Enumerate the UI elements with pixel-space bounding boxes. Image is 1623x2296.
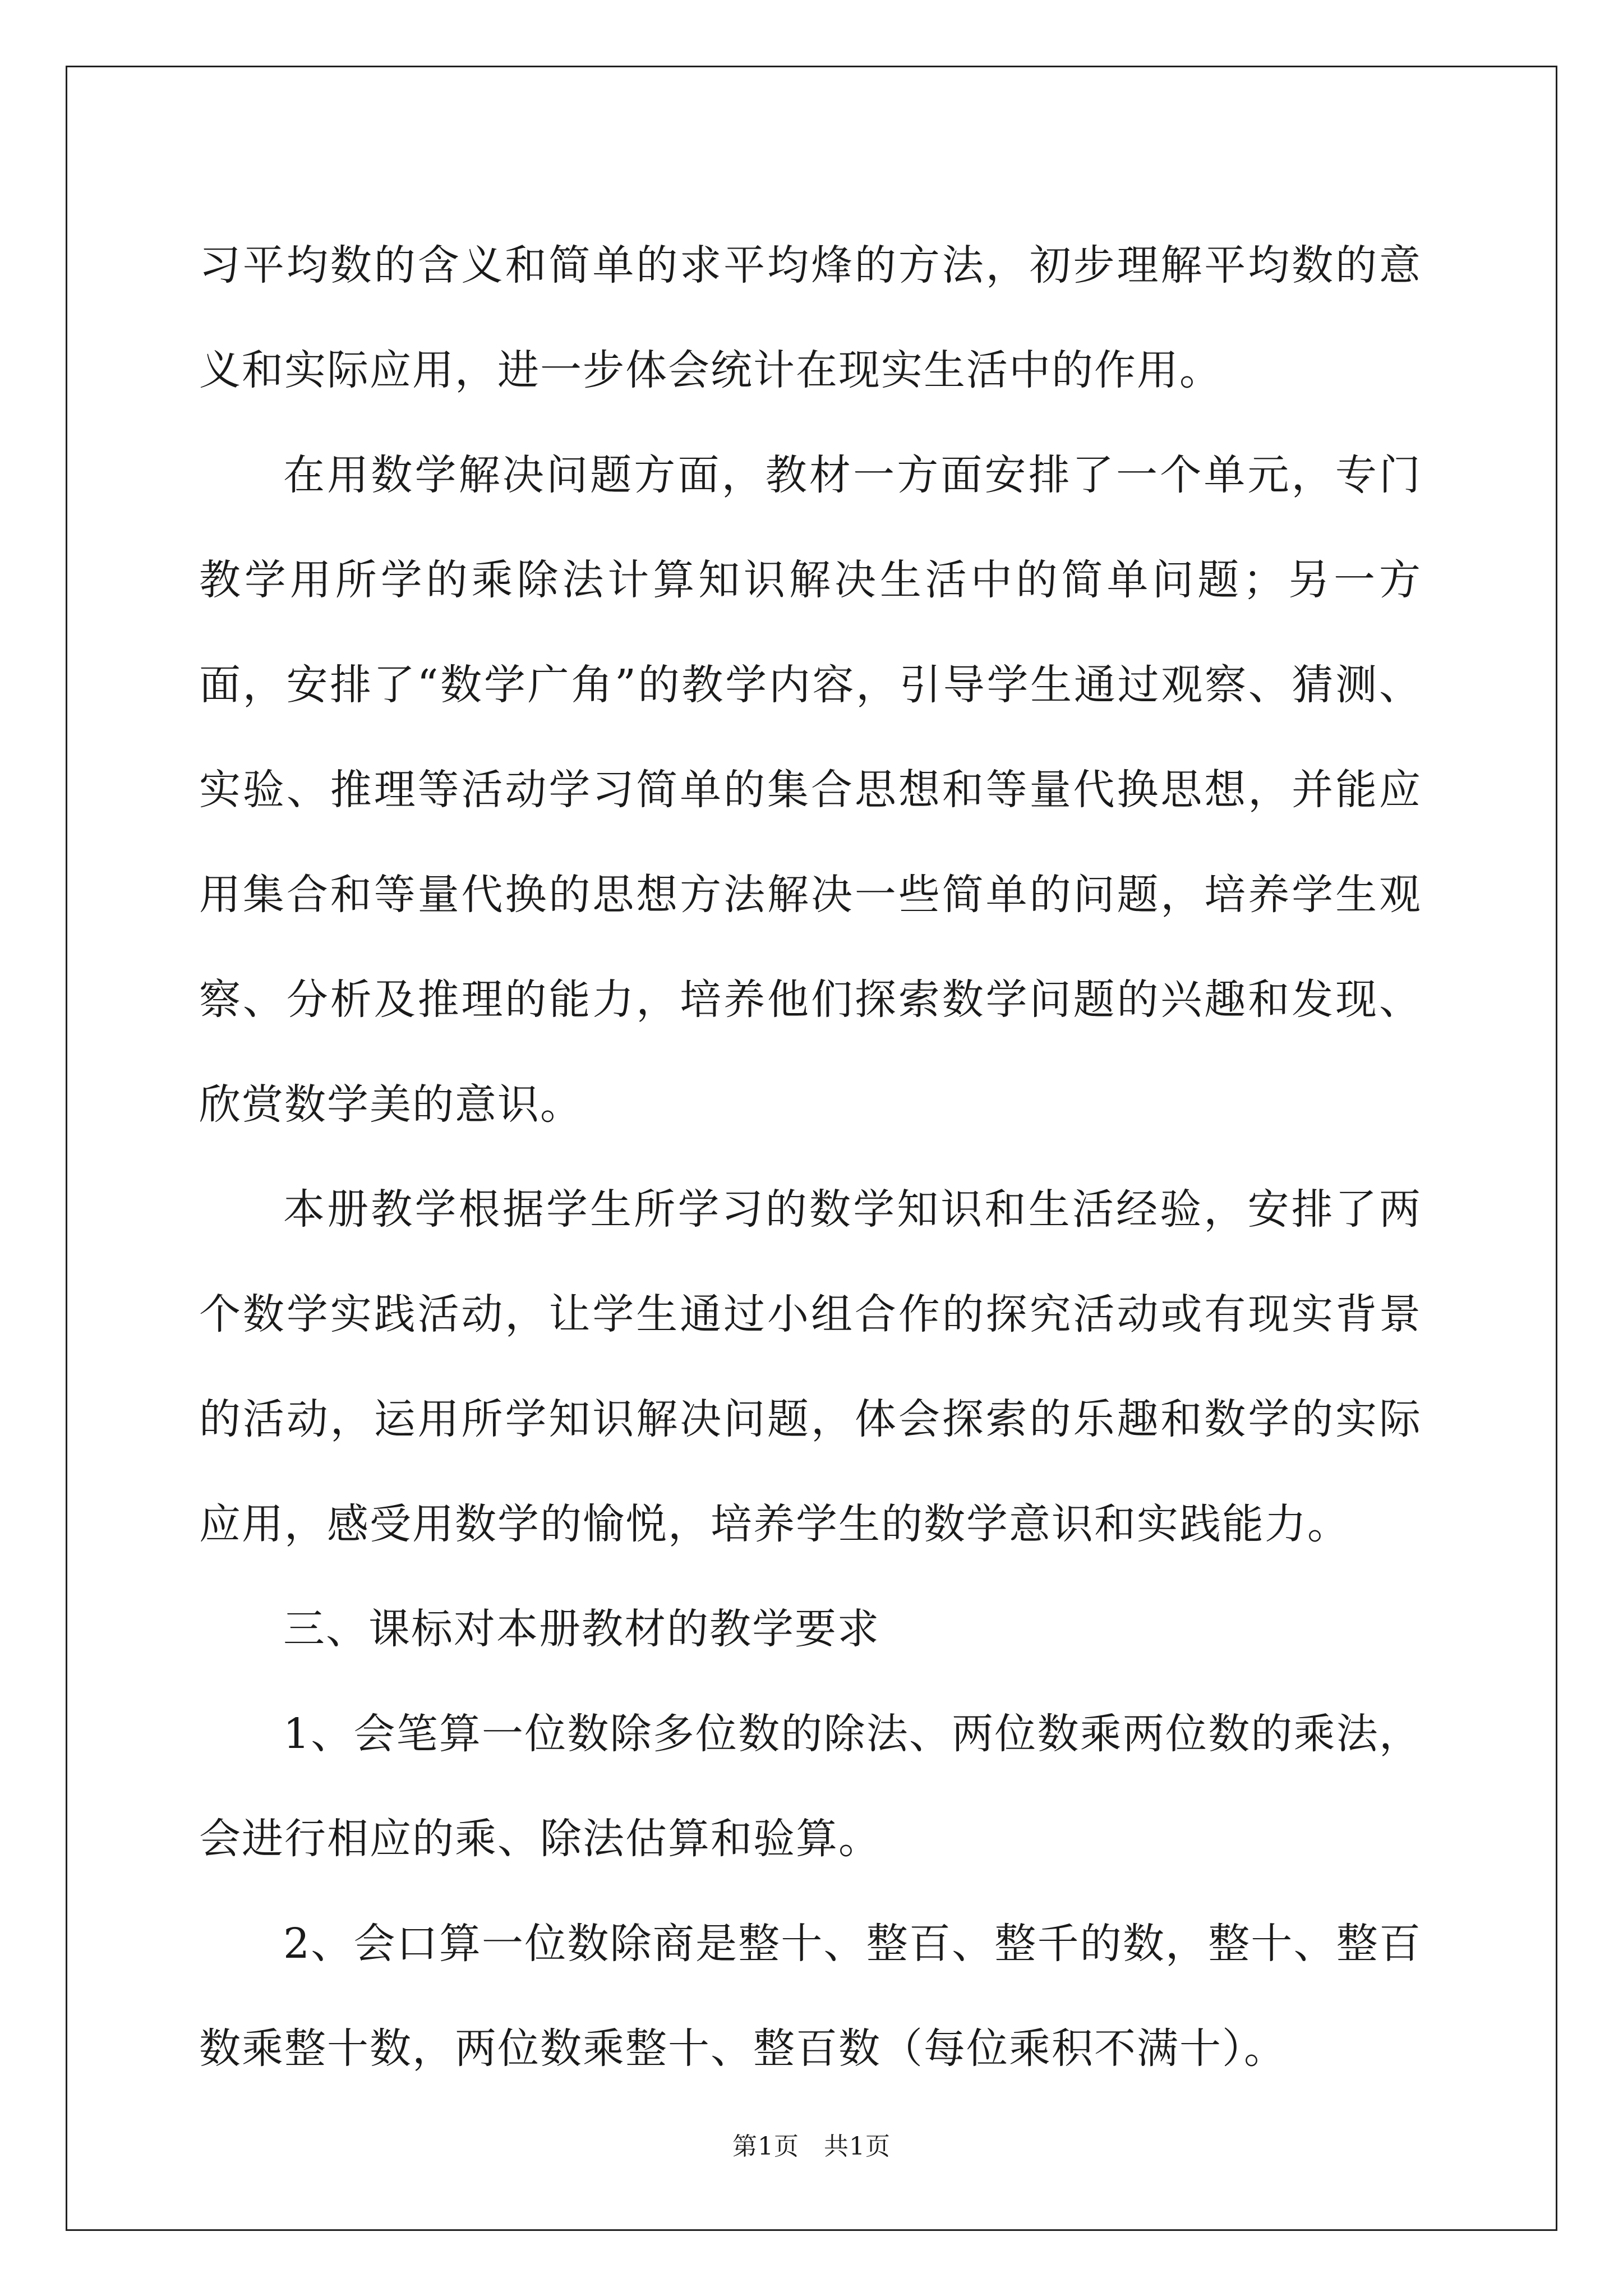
page-number: 第1页 <box>732 2132 799 2161</box>
paragraph-2: 在用数学解决问题方面，教材一方面安排了一个单元，专门教学用所学的乘除法计算知识解决生活中的简单问题；另一方面，安排了“数学广角”的教学内容，引导学生通过观察、猜测、实验、推理等活动学习简单的集合思想和等量代换思想，并能应用集合和等量代换的思想方法解决一些简单的问题，培养学生观察、分析及推理的能力，培养他们探索数学问题的兴趣和发现、欣赏数学美的意识。 <box>199 451 1422 1129</box>
document-body <box>199 213 1422 2101</box>
section-heading: 三、课标对本册教材的教学要求 <box>283 1605 880 1653</box>
page-footer <box>0 2126 1623 2162</box>
paragraph-1: 习平均数的含义和简单的求平均烽的方法，初步理解平均数的意义和实际应用，进一步体会统计在现实生活中的作用。 <box>199 241 1422 394</box>
requirement-1: 1、会笔算一位数除多位数的除法、两位数乘两位数的乘法，会进行相应的乘、除法估算和验算。 <box>199 1710 1422 1863</box>
paragraph-3: 本册教学根据学生所学习的数学知识和生活经验，安排了两个数学实践活动，让学生通过小组合作的探究活动或有现实背景的活动，运用所学知识解决问题，体会探索的乐趣和数学的实际应用，感受用数学的愉悦，培养学生的数学意识和实践能力。 <box>199 1185 1422 1548</box>
page-total: 共1页 <box>824 2132 891 2161</box>
requirement-2: 2、会口算一位数除商是整十、整百、整千的数，整十、整百数乘整十数，两位数乘整十、整百数（每位乘积不满十）。 <box>199 1920 1422 2073</box>
